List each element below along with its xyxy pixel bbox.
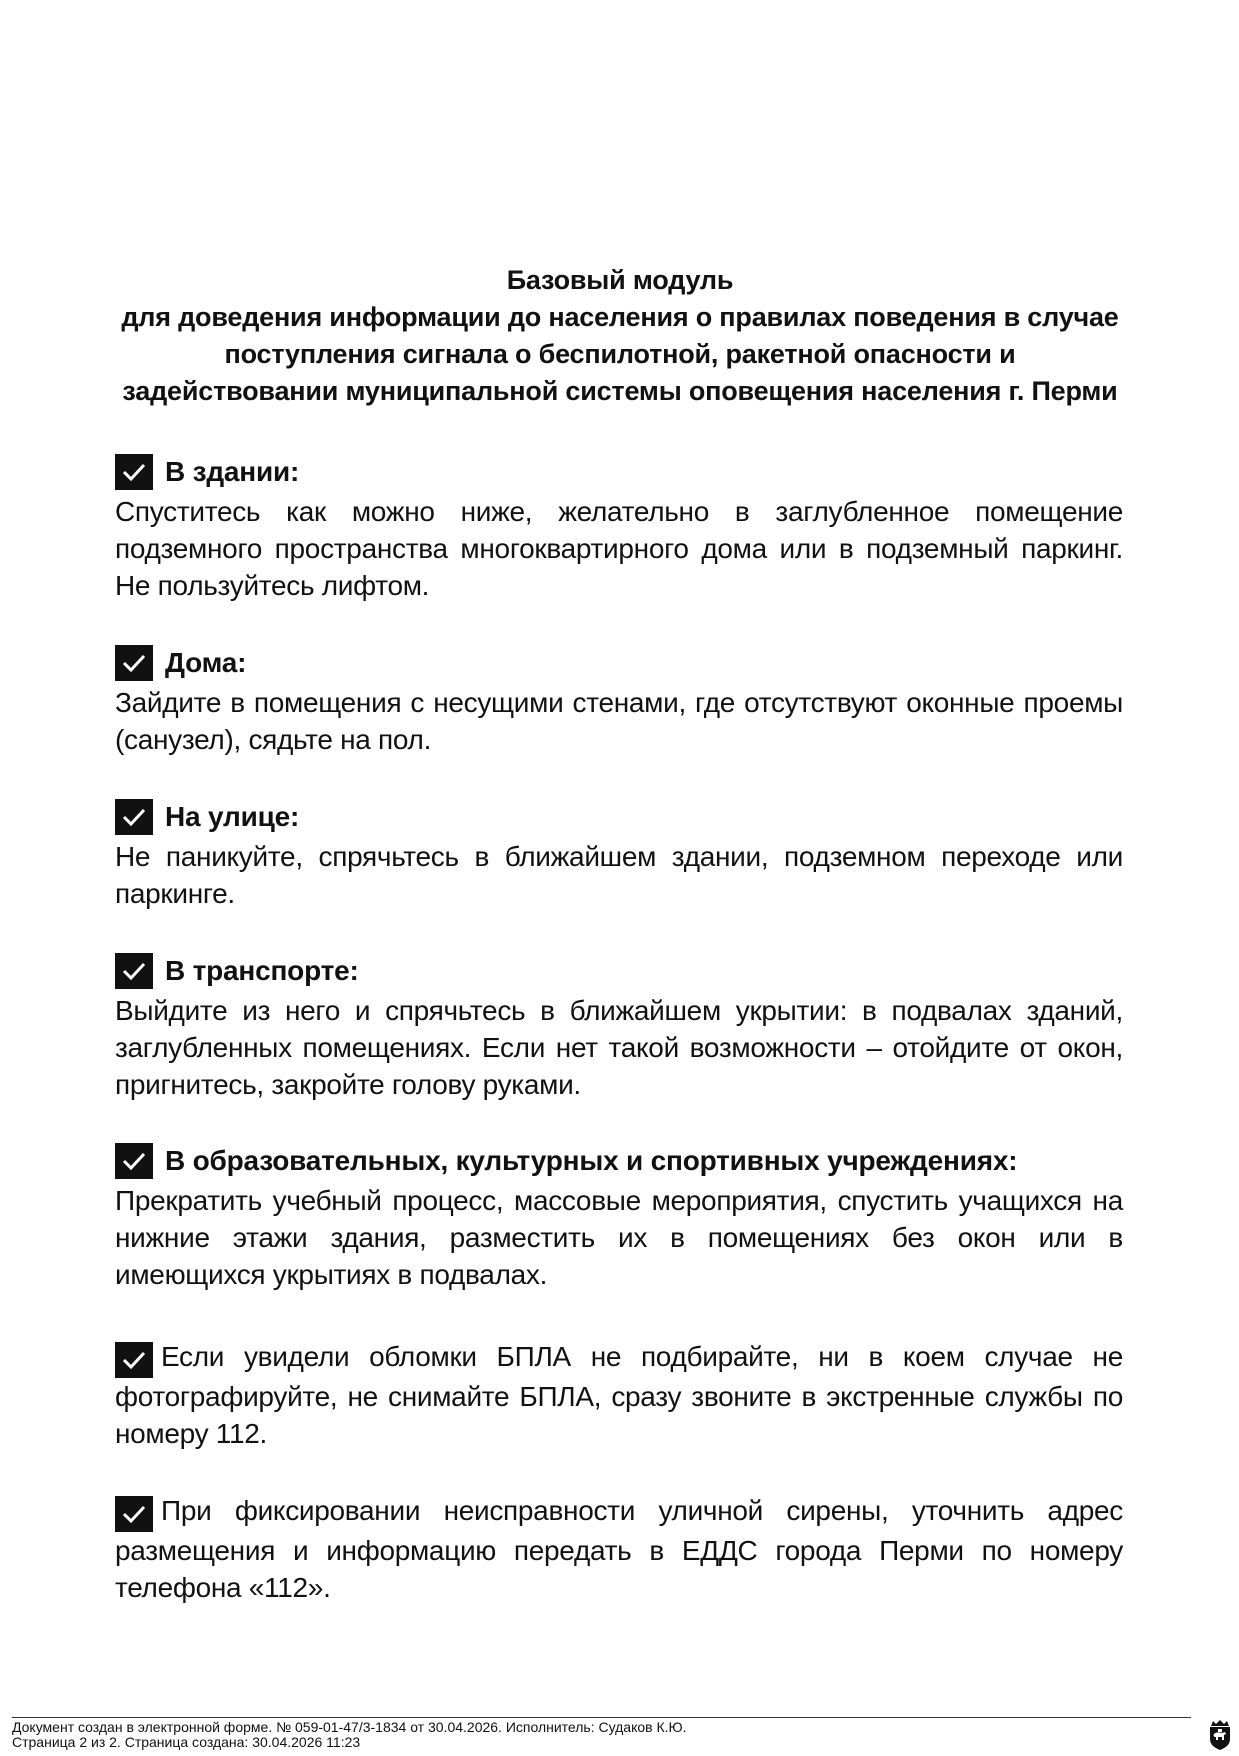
checkbox-checked-icon: [115, 1143, 153, 1179]
section-in-transport: [115, 951, 1123, 1103]
section-header: [115, 643, 1123, 683]
note-siren: [115, 1491, 1123, 1606]
document-title: [100, 262, 1140, 410]
section-heading: Дома:: [165, 647, 247, 678]
title-line-2: для доведения информации до населения о правилах поведения в случае: [121, 302, 1119, 332]
note-paragraph: [115, 1492, 1123, 1606]
section-body: Зайдите в помещения с несущими стенами, где отсутствуют оконные проемы (санузел), сядьте на пол.: [115, 687, 1123, 755]
section-at-home: [115, 643, 1123, 758]
section-header: [115, 951, 1123, 991]
section-header: [115, 452, 1123, 492]
note-uav-debris: [115, 1337, 1123, 1452]
checkbox-checked-icon: [115, 1496, 153, 1532]
section-header: [115, 797, 1123, 837]
note-paragraph: [115, 1338, 1123, 1452]
checkbox-checked-icon: [115, 953, 153, 989]
section-heading: В здании:: [165, 456, 300, 487]
section-body: Спуститесь как можно ниже, желательно в заглубленное помещение подземного пространства многоквартирного дома или в подземный паркинг. Не пользуйтесь лифтом.: [115, 496, 1123, 601]
footer-line-2: Страница 2 из 2. Страница создана: 30.04.2026 11:23: [12, 1734, 361, 1750]
checkbox-checked-icon: [115, 645, 153, 681]
title-line-1: Базовый модуль: [506, 265, 734, 295]
footer-divider: [12, 1717, 1191, 1718]
title-line-4: задействовании муниципальной системы оповещения населения г. Перми: [122, 376, 1118, 406]
footer-line-1: Документ создан в электронной форме. № 059-01-47/3-1834 от 30.04.2026. Исполнитель: Судаков К.Ю.: [12, 1719, 687, 1735]
title-line-3: поступления сигнала о беспилотной, ракетной опасности и: [224, 339, 1016, 369]
section-body: Не паникуйте, спрячьтесь в ближайшем здании, подземном переходе или паркинге.: [115, 841, 1123, 909]
checkbox-checked-icon: [115, 454, 153, 490]
note-text: При фиксировании неисправности уличной сирены, уточнить адрес размещения и информацию передать в ЕДДС города Перми по номеру телефона «112».: [115, 1495, 1123, 1603]
section-body: Прекратить учебный процесс, массовые мероприятия, спустить учащихся на нижние этажи здания, разместить их в помещениях без окон или в имеющихся укрытиях в подвалах.: [115, 1185, 1123, 1290]
section-body: Выйдите из него и спрячьтесь в ближайшем укрытии: в подвалах зданий, заглубленных помещениях. Если нет такой возможности – отойдите от окон, пригнитесь, закройте голову руками.: [115, 995, 1123, 1100]
checkbox-checked-icon: [115, 1342, 153, 1378]
section-heading: На улице:: [165, 801, 300, 832]
section-heading: В образовательных, культурных и спортивных учреждениях:: [165, 1145, 1018, 1176]
section-header: [115, 1141, 1123, 1181]
note-text: Если увидели обломки БПЛА не подбирайте, ни в коем случае не фотографируйте, не снимайте БПЛА, сразу звоните в экстренные службы по номеру 112.: [115, 1341, 1123, 1449]
section-in-building: [115, 452, 1123, 604]
section-institutions: [115, 1141, 1123, 1293]
section-heading: В транспорте:: [165, 955, 359, 986]
document-footer: [12, 1720, 687, 1750]
perm-coat-of-arms-icon: [1207, 1719, 1233, 1751]
checkbox-checked-icon: [115, 799, 153, 835]
section-on-street: [115, 797, 1123, 912]
